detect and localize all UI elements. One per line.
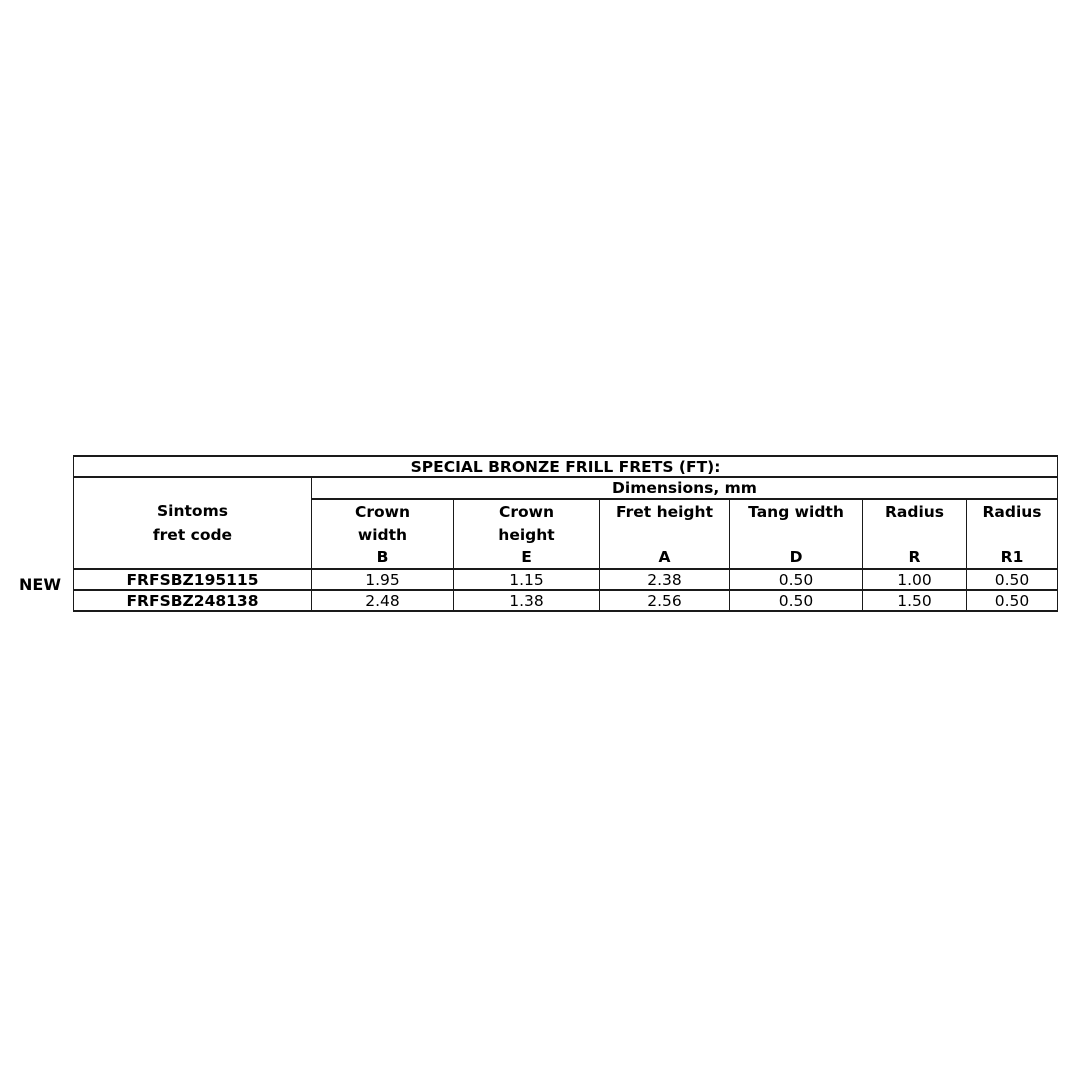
value-cell: 2.56: [600, 590, 730, 611]
fret-code-cell: FRFSBZ195115: [74, 569, 312, 590]
column-letter: R1: [1000, 548, 1024, 566]
fret-code-header-line2: fret code: [152, 526, 233, 544]
fret-code-header-line1: Sintoms: [157, 502, 228, 520]
value-cell: 1.50: [863, 590, 967, 611]
column-header-tang-width: Tang width D: [730, 499, 863, 569]
value-cell: 1.38: [454, 590, 600, 611]
column-letter: R: [908, 548, 921, 566]
column-header-crown-width: Crown width B: [312, 499, 454, 569]
column-header-radius-r: Radius R: [863, 499, 967, 569]
column-header-crown-height: Crown height E: [454, 499, 600, 569]
column-header-fret-height: Fret height A: [600, 499, 730, 569]
value-cell: 2.48: [312, 590, 454, 611]
value-cell: 1.95: [312, 569, 454, 590]
column-letter: B: [376, 548, 389, 566]
value-cell: 1.00: [863, 569, 967, 590]
table-title-row: [74, 456, 1058, 477]
fret-code-cell: FRFSBZ248138: [74, 590, 312, 611]
value-cell: 0.50: [967, 569, 1058, 590]
new-badge: NEW: [19, 575, 61, 594]
value-cell: 1.15: [454, 569, 600, 590]
table-row: [74, 569, 1058, 590]
column-header-radius-r1: Radius R1: [967, 499, 1058, 569]
value-cell: 0.50: [730, 590, 863, 611]
frets-spec-table: [73, 455, 1058, 612]
dimensions-header-row: [74, 477, 1058, 499]
fret-code-column-header: [74, 477, 312, 569]
dimensions-header: Dimensions, mm: [312, 477, 1058, 499]
value-cell: 0.50: [967, 590, 1058, 611]
table-title: SPECIAL BRONZE FRILL FRETS (FT):: [74, 456, 1058, 477]
column-letter: A: [658, 548, 671, 566]
value-cell: 2.38: [600, 569, 730, 590]
value-cell: 0.50: [730, 569, 863, 590]
column-letter: E: [521, 548, 532, 566]
table-row: [74, 590, 1058, 611]
column-letter: D: [789, 548, 803, 566]
